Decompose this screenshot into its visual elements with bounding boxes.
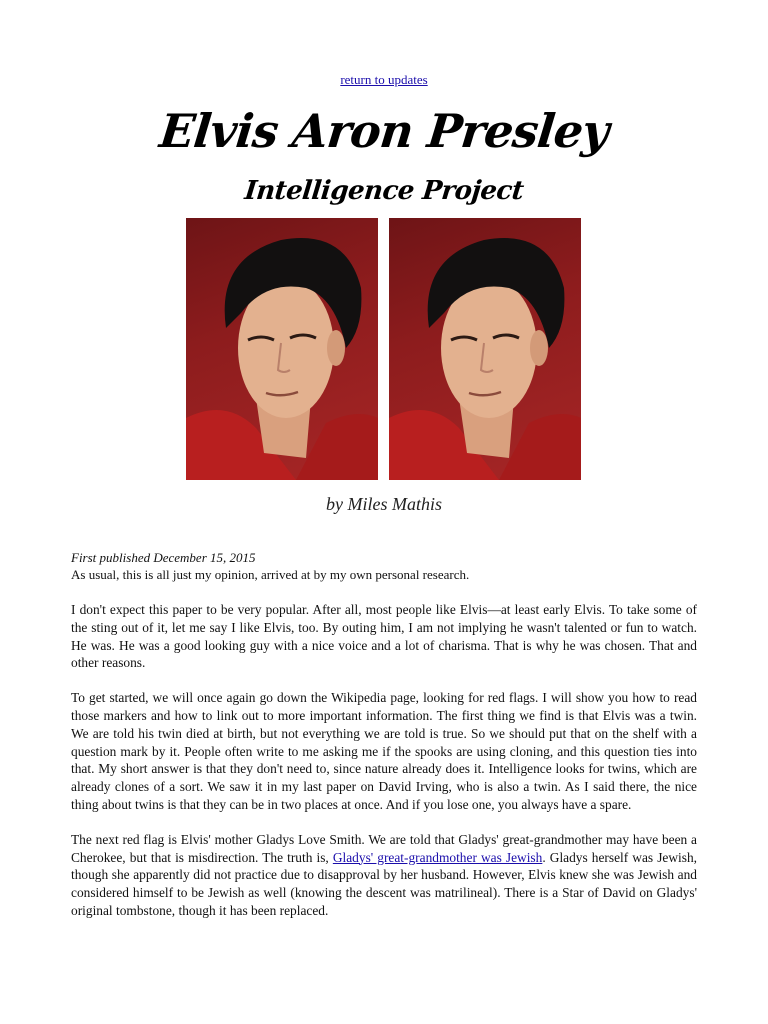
elvis-portrait-left <box>186 218 378 480</box>
paragraph-text: . Gladys herself was Jewish, though she apparently did not practice due to disapproval by her husband. However, Elvis knew she was Jewish and considered himself to be Jewish as well (knowing the descent was matrilineal). There is a Star of David on Gladys' original tombstone, though it has been replaced. <box>71 849 697 918</box>
publication-meta <box>71 549 701 583</box>
page-title: Elvis Aron Presley <box>157 104 611 158</box>
return-to-updates-link[interactable]: return to updates <box>340 72 428 87</box>
paragraph <box>71 831 697 920</box>
paragraph: To get started, we will once again go down the Wikipedia page, looking for red flags. I will show you how to read those markers and how to link out to more important information. The first thing we find is that Elvis was a twin. We are told his twin died at birth, but not everything we are told is true. So we should put that on the shelf with a question mark by it. People often write to me asking me if the spooks are using cloning, and this question ties into that. My short answer is that they don't need to, since nature already does it. Intelligence looks for twins, which are already clones of a sort. We saw it in my last paper on David Irving, who is also a twin. As I said there, the nice thing about twins is that they can be in two places at once. And if you lose one, you always have a spare. <box>71 690 697 812</box>
published-date: First published December 15, 2015 <box>71 550 256 565</box>
byline: by Miles Mathis <box>326 494 442 514</box>
photo-pair <box>186 218 586 480</box>
elvis-portrait-right <box>389 218 581 480</box>
article-body <box>71 601 697 937</box>
gladys-great-grandmother-link[interactable]: Gladys' great-grandmother was Jewish <box>332 849 543 865</box>
return-link-container <box>0 72 768 88</box>
paragraph: I don't expect this paper to be very popular. After all, most people like Elvis—at least early Elvis. To take some of the sting out of it, let me say I like Elvis, too. By outing him, I am not implying he wasn't talented or fun to watch. He was. He was a good looking guy with a nice voice and a lot of charisma. That is why he was chosen. That and other reasons. <box>71 602 697 671</box>
page-subtitle: Intelligence Project <box>243 176 525 206</box>
disclaimer: As usual, this is all just my opinion, arrived at by my own personal research. <box>71 567 470 582</box>
paragraph-text: The next red flag is Elvis' mother Gladys Love Smith. We are told that Gladys' great-grandmother may have been a Cherokee, but that is misdirection. The truth is, <box>71 831 697 865</box>
